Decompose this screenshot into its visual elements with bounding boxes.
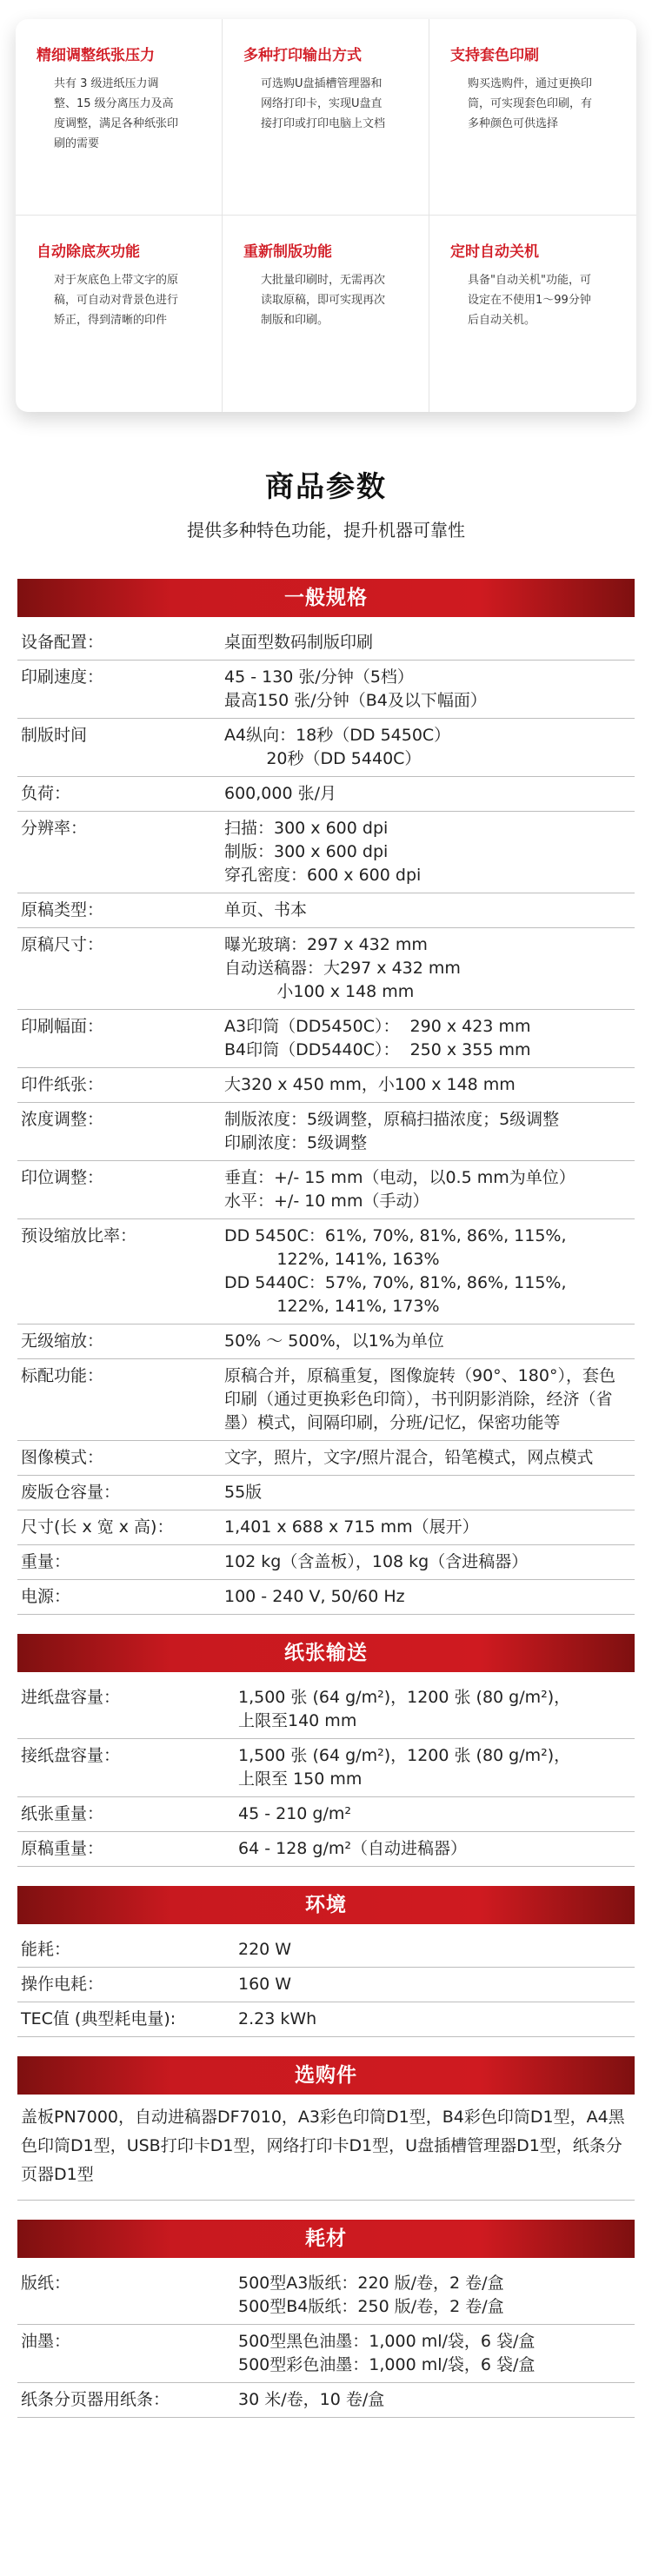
spec-row	[17, 2383, 635, 2418]
spec-label: 废版仓容量：	[21, 1483, 121, 1502]
feature-title: 定时自动关机	[450, 243, 539, 261]
spec-value-line: 500型A3版纸：220 版/卷，2 卷/盒	[238, 2274, 504, 2293]
spec-row	[17, 1797, 635, 1832]
spec-row	[17, 1441, 635, 1476]
spec-value-line: 文字，照片，文字/照片混合，铅笔模式，网点模式	[224, 1448, 594, 1467]
spec-value	[224, 631, 635, 654]
spec-row	[17, 1580, 635, 1615]
spec-value-line: 45 - 210 g/m²	[238, 1804, 352, 1823]
spec-label: 浓度调整：	[21, 1110, 104, 1129]
section-header-general: 一般规格	[17, 579, 635, 617]
feature-title: 支持套色印刷	[450, 47, 539, 64]
spec-row	[17, 1161, 635, 1219]
spec-value	[238, 1938, 635, 1962]
section-header-options: 选购件	[17, 2056, 635, 2095]
spec-row	[17, 1510, 635, 1545]
spec-value-line: 500型黑色油墨：1,000 ml/袋，6 袋/盒	[238, 2332, 536, 2351]
page-title: 商品参数	[265, 469, 387, 503]
options-list: 盖板PN7000，自动进稿器DF7010，A3彩色印筒D1型，B4彩色印筒D1型，A4黑色印筒D1型，USB打印卡D1型，网络打印卡D1型，U盘插槽管理器D1型，纸条分页器D1型	[17, 2095, 635, 2201]
spec-row	[17, 2267, 635, 2325]
spec-value	[224, 899, 635, 922]
feature-item	[429, 19, 636, 216]
spec-row	[17, 1681, 635, 1739]
spec-label: 油墨：	[21, 2332, 71, 2351]
spec-value-line: 64 - 128 g/m²（自动进稿器）	[238, 1839, 468, 1858]
spec-value	[224, 1585, 635, 1609]
spec-value-line: 曝光玻璃：297 x 432 mm	[224, 935, 428, 954]
spec-value-line: 穿孔密度：600 x 600 dpi	[224, 866, 422, 885]
spec-label: 原稿尺寸：	[21, 935, 104, 954]
options-section	[17, 2056, 635, 2201]
consumables-section	[17, 2220, 635, 2418]
spec-label: 负荷：	[21, 784, 71, 803]
feature-title: 重新制版功能	[243, 243, 332, 261]
spec-value-line: 小100 x 148 mm	[224, 982, 415, 1001]
spec-label: 分辨率：	[21, 819, 88, 838]
spec-value-line: 自动送稿器：大297 x 432 mm	[224, 959, 461, 978]
spec-value-line: 2.23 kWh	[238, 2009, 317, 2028]
spec-label: 尺寸(长 x 宽 x 高)：	[21, 1517, 174, 1537]
spec-row	[17, 626, 635, 661]
spec-label: 图像模式：	[21, 1448, 104, 1467]
spec-value	[224, 1108, 635, 1155]
feature-description: 具备"自动关机"功能，可设定在不使用1～99分钟后自动关机。	[468, 274, 591, 327]
spec-row	[17, 2325, 635, 2383]
spec-value-line: 印刷浓度：5级调整	[224, 1133, 368, 1152]
spec-value-line: 600,000 张/月	[224, 784, 337, 803]
spec-row	[17, 1359, 635, 1441]
spec-label: 版纸：	[21, 2274, 71, 2293]
feature-item	[16, 19, 223, 216]
page-subtitle: 提供多种特色功能，提升机器可靠性	[187, 520, 465, 541]
spec-value-line: 1,500 张 (64 g/m²)，1200 张 (80 g/m²)，	[238, 1746, 571, 1765]
spec-row	[17, 1103, 635, 1161]
feature-description: 大批量印刷时，无需再次读取原稿，即可实现再次制版和印刷。	[261, 274, 386, 327]
spec-label: 预设缩放比率：	[21, 1226, 137, 1245]
section-header-paper: 纸张输送	[17, 1634, 635, 1672]
feature-item	[223, 216, 429, 412]
spec-value-line: 水平：+/- 10 mm（手动）	[224, 1192, 429, 1211]
spec-value	[238, 2008, 635, 2031]
spec-row	[17, 1010, 635, 1068]
spec-value-line: 上限至140 mm	[238, 1711, 357, 1730]
spec-value-line: 45 - 130 张/分钟（5档）	[224, 667, 414, 687]
spec-row	[17, 1739, 635, 1797]
spec-value-line: 500型彩色油墨：1,000 ml/袋，6 袋/盒	[238, 2355, 536, 2374]
spec-value	[224, 933, 635, 1004]
params-heading	[0, 417, 652, 542]
feature-item	[429, 216, 636, 412]
feature-description: 可选购U盘插槽管理器和网络打印卡，实现U盘直接打印或打印电脑上文档	[261, 77, 386, 130]
spec-row	[17, 928, 635, 1010]
spec-label: 印件纸张：	[21, 1075, 104, 1094]
spec-row	[17, 1325, 635, 1359]
spec-value	[224, 724, 635, 771]
spec-value-line: 最高150 张/分钟（B4及以下幅面）	[224, 691, 487, 710]
feature-card	[16, 19, 636, 412]
spec-value	[224, 1550, 635, 1574]
spec-row	[17, 1545, 635, 1580]
feature-item	[223, 19, 429, 216]
feature-title: 精细调整纸张压力	[37, 47, 155, 64]
feature-section	[16, 0, 636, 417]
spec-label: 印刷幅面：	[21, 1017, 104, 1036]
spec-value-line: 上限至 150 mm	[238, 1769, 363, 1789]
spec-label: 设备配置：	[21, 633, 104, 652]
spec-label: 印位调整：	[21, 1168, 104, 1187]
spec-value-line: DD 5450C：61%, 70%, 81%, 86%, 115%,	[224, 1226, 567, 1245]
spec-value-line: 单页、书本	[224, 900, 308, 920]
spec-row	[17, 1968, 635, 2002]
spec-value-line: 102 kg（含盖板），108 kg（含进稿器）	[224, 1552, 529, 1571]
spec-value-line: 原稿合并，原稿重复，图像旋转（90°、180°），套色印刷（通过更换彩色印筒），书刊阴影消除，经济（省墨）模式，间隔印刷，分班/记忆，保密功能等	[224, 1366, 615, 1432]
feature-title: 多种打印输出方式	[243, 47, 362, 64]
spec-label: 操作电耗：	[21, 1975, 104, 1994]
feature-description: 购买选购件，通过更换印筒，可实现套色印刷，有多种颜色可供选择	[468, 77, 593, 130]
spec-value	[238, 1686, 635, 1733]
section-header-consumables: 耗材	[17, 2220, 635, 2258]
spec-label: 接纸盘容量：	[21, 1746, 121, 1765]
spec-row	[17, 719, 635, 777]
spec-value	[238, 2388, 635, 2412]
spec-value	[224, 666, 635, 713]
spec-value	[224, 1364, 635, 1435]
spec-value	[224, 1015, 635, 1062]
spec-value-line: 160 W	[238, 1975, 292, 1994]
spec-value-line: 30 米/卷，10 卷/盒	[238, 2390, 385, 2409]
spec-value-line: 20秒（DD 5440C）	[224, 749, 422, 768]
paper-spec-table	[17, 1681, 635, 1867]
spec-row	[17, 777, 635, 812]
spec-value-line: 500型B4版纸：250 版/卷，2 卷/盒	[238, 2297, 504, 2316]
general-spec-section	[17, 579, 635, 1615]
section-header-env: 环境	[17, 1886, 635, 1924]
feature-title: 自动除底灰功能	[37, 243, 140, 261]
spec-value	[224, 817, 635, 887]
spec-label: 进纸盘容量：	[21, 1688, 121, 1707]
spec-value-line: 垂直：+/- 15 mm（电动，以0.5 mm为单位）	[224, 1168, 575, 1187]
spec-label: 纸条分页器用纸条：	[21, 2390, 170, 2409]
spec-row	[17, 1476, 635, 1510]
spec-value	[238, 2330, 635, 2377]
spec-label: 重量：	[21, 1552, 71, 1571]
spec-row	[17, 661, 635, 719]
spec-value-line: DD 5440C：57%, 70%, 81%, 86%, 115%,	[224, 1273, 567, 1292]
spec-value-line: 220 W	[238, 1940, 292, 1959]
spec-value	[224, 1446, 635, 1470]
spec-value	[224, 1073, 635, 1097]
spec-label: 原稿类型：	[21, 900, 104, 920]
spec-value	[224, 782, 635, 806]
spec-label: 标配功能：	[21, 1366, 104, 1385]
general-spec-table	[17, 626, 635, 1615]
spec-value-line: 大320 x 450 mm，小100 x 148 mm	[224, 1075, 516, 1094]
spec-value-line: 122%, 141%, 173%	[224, 1297, 440, 1316]
env-spec-section	[17, 1886, 635, 2037]
spec-row	[17, 1068, 635, 1103]
spec-label: 印刷速度：	[21, 667, 104, 687]
spec-value-line: 桌面型数码制版印刷	[224, 633, 374, 652]
spec-value	[238, 1837, 635, 1861]
spec-label: 无级缩放：	[21, 1331, 104, 1351]
spec-value-line: 扫描：300 x 600 dpi	[224, 819, 389, 838]
spec-row	[17, 812, 635, 893]
feature-description: 共有 3 级进纸压力调整、15 级分离压力及高度调整，满足各种纸张印刷的需要	[54, 77, 179, 150]
spec-row	[17, 2002, 635, 2037]
spec-value-line: 制版浓度：5级调整，原稿扫描浓度；5级调整	[224, 1110, 560, 1129]
spec-value	[238, 2272, 635, 2319]
spec-value	[224, 1225, 635, 1318]
spec-value-line: 1,401 x 688 x 715 mm（展开）	[224, 1517, 479, 1537]
spec-label: 纸张重量：	[21, 1804, 104, 1823]
spec-label: 电源：	[21, 1587, 71, 1606]
spec-row	[17, 1832, 635, 1867]
spec-value	[238, 1744, 635, 1791]
spec-value-line: 制版：300 x 600 dpi	[224, 842, 389, 861]
spec-value-line: A4纵向：18秒（DD 5450C）	[224, 726, 451, 745]
spec-value	[224, 1166, 635, 1213]
feature-description: 对于灰底色上带文字的原稿，可自动对背景色进行矫正，得到清晰的印件	[54, 274, 179, 327]
paper-spec-section	[17, 1634, 635, 1867]
spec-row	[17, 1933, 635, 1968]
spec-label: TEC值 (典型耗电量):	[21, 2009, 176, 2028]
spec-value-line: B4印筒（DD5440C）： 250 x 355 mm	[224, 1040, 531, 1059]
consumables-table	[17, 2267, 635, 2418]
spec-label: 制版时间	[21, 726, 88, 745]
spec-value-line: A3印筒（DD5450C）： 290 x 423 mm	[224, 1017, 531, 1036]
spec-value	[238, 1973, 635, 1996]
spec-value-line: 50% ～ 500%，以1%为单位	[224, 1331, 444, 1351]
feature-item	[16, 216, 223, 412]
env-spec-table	[17, 1933, 635, 2037]
spec-label: 能耗：	[21, 1940, 71, 1959]
spec-value-line: 122%, 141%, 163%	[224, 1250, 440, 1269]
spec-row	[17, 1219, 635, 1325]
spec-label: 原稿重量：	[21, 1839, 104, 1858]
spec-value	[238, 1803, 635, 1826]
spec-value	[224, 1330, 635, 1353]
feature-grid	[16, 19, 636, 412]
spec-value-line: 1,500 张 (64 g/m²)，1200 张 (80 g/m²)，	[238, 1688, 571, 1707]
spec-value-line: 100 - 240 V, 50/60 Hz	[224, 1587, 405, 1606]
spec-value	[224, 1481, 635, 1504]
spec-value-line: 55版	[224, 1483, 263, 1502]
spec-value	[224, 1516, 635, 1539]
spec-row	[17, 893, 635, 928]
